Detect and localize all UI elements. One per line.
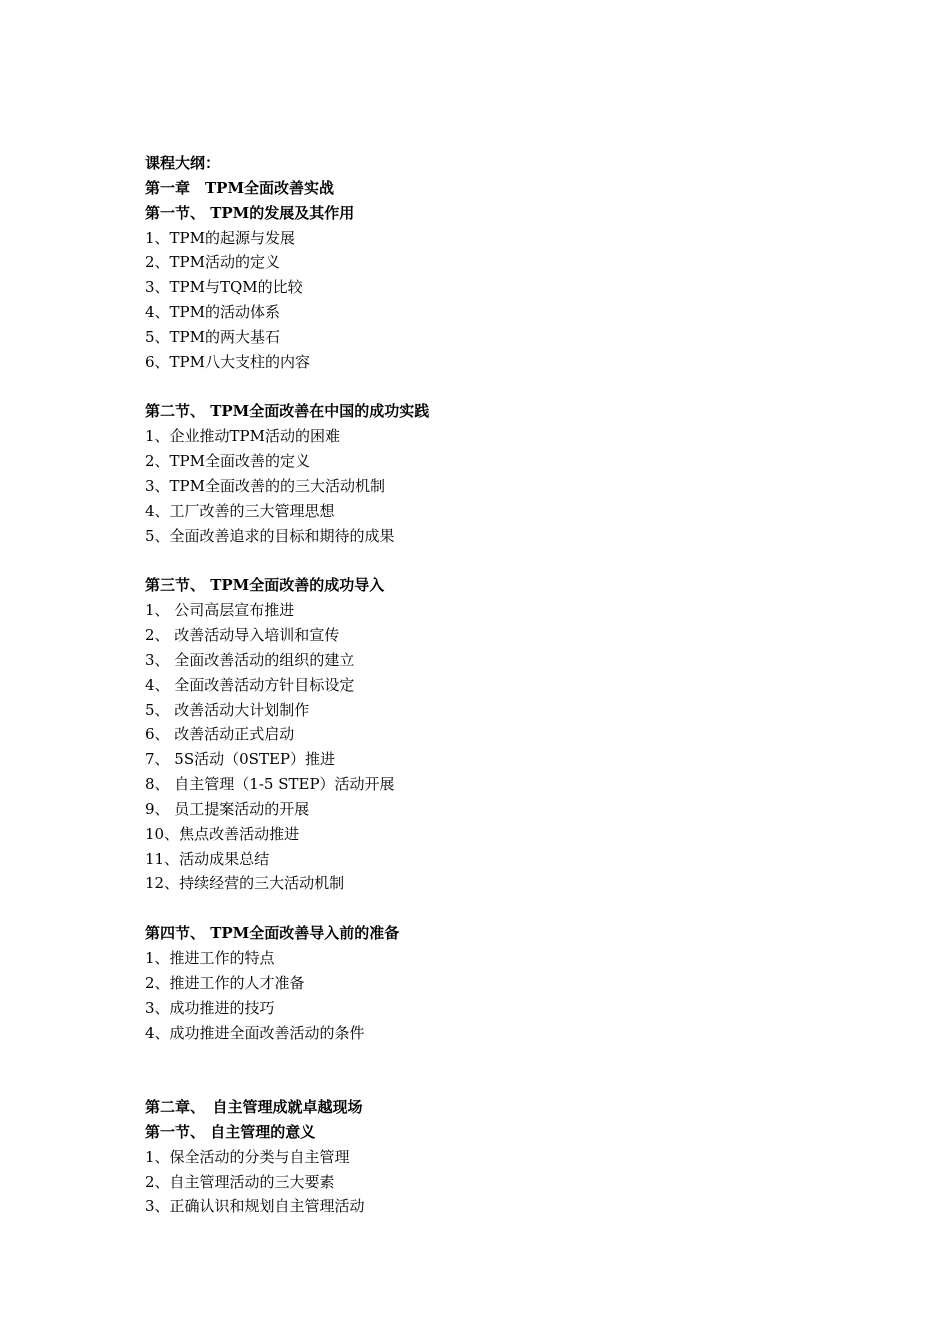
list-item: 5、 改善活动大计划制作 [145,700,310,719]
outline-title: 课程大纲： [145,154,221,172]
course-outline-document [145,151,865,1219]
list-item: 4、工厂改善的三大管理思想 [145,501,335,520]
list-item: 6、 改善活动正式启动 [145,725,295,744]
spacer [145,1045,865,1070]
spacer [145,549,865,574]
spacer [145,896,865,921]
chapter-1-section-4-title: 第四节、 TPM全面改善导入前的准备 [145,924,400,943]
chapter-2-title: 第二章、 自主管理成就卓越现场 [145,1098,363,1117]
spacer [145,375,865,400]
list-item: 1、推进工作的特点 [145,949,275,967]
list-item: 1、保全活动的分类与自主管理 [145,1147,350,1166]
list-item: 3、 全面改善活动的组织的建立 [145,650,355,669]
list-item: 5、TPM的两大基石 [145,327,281,346]
list-item: 1、TPM的起源与发展 [145,228,296,247]
chapter-1-title: 第一章 TPM全面改善实战 [145,178,335,197]
list-item: 10、焦点改善活动推进 [145,824,300,843]
list-item: 8、 自主管理（1-5 STEP）活动开展 [145,775,395,794]
list-item: 2、 改善活动导入培训和宣传 [145,626,340,645]
list-item: 1、 公司高层宣布推进 [145,601,295,620]
list-item: 5、全面改善追求的目标和期待的成果 [145,526,395,545]
list-item: 4、TPM的活动体系 [145,303,281,322]
chapter-1-section-1-title: 第一节、 TPM的发展及其作用 [145,203,355,222]
chapter-1-section-2-title: 第二节、 TPM全面改善在中国的成功实践 [145,402,430,421]
list-item: 9、 员工提案活动的开展 [145,799,310,818]
list-item: 2、TPM全面改善的定义 [145,452,311,471]
chapter-2-section-1-title: 第一节、 自主管理的意义 [145,1122,316,1141]
list-item: 2、推进工作的人才准备 [145,973,305,992]
list-item: 1、企业推动TPM活动的困难 [145,427,341,446]
list-item: 12、持续经营的三大活动机制 [145,874,345,893]
list-item: 4、成功推进全面改善活动的条件 [145,1023,365,1042]
chapter-1-section-3-title: 第三节、 TPM全面改善的成功导入 [145,576,385,595]
list-item: 2、TPM活动的定义 [145,253,281,272]
list-item: 7、 5S活动（0STEP）推进 [145,750,335,769]
list-item: 3、TPM全面改善的的三大活动机制 [145,476,386,495]
list-item: 6、TPM八大支柱的内容 [145,352,311,371]
list-item: 3、成功推进的技巧 [145,998,275,1017]
list-item: 11、活动成果总结 [145,849,270,868]
list-item: 2、自主管理活动的三大要素 [145,1172,335,1191]
list-item: 4、 全面改善活动方针目标设定 [145,675,355,694]
list-item: 3、正确认识和规划自主管理活动 [145,1197,365,1216]
list-item: 3、TPM与TQM的比较 [145,278,303,297]
spacer [145,1070,865,1095]
